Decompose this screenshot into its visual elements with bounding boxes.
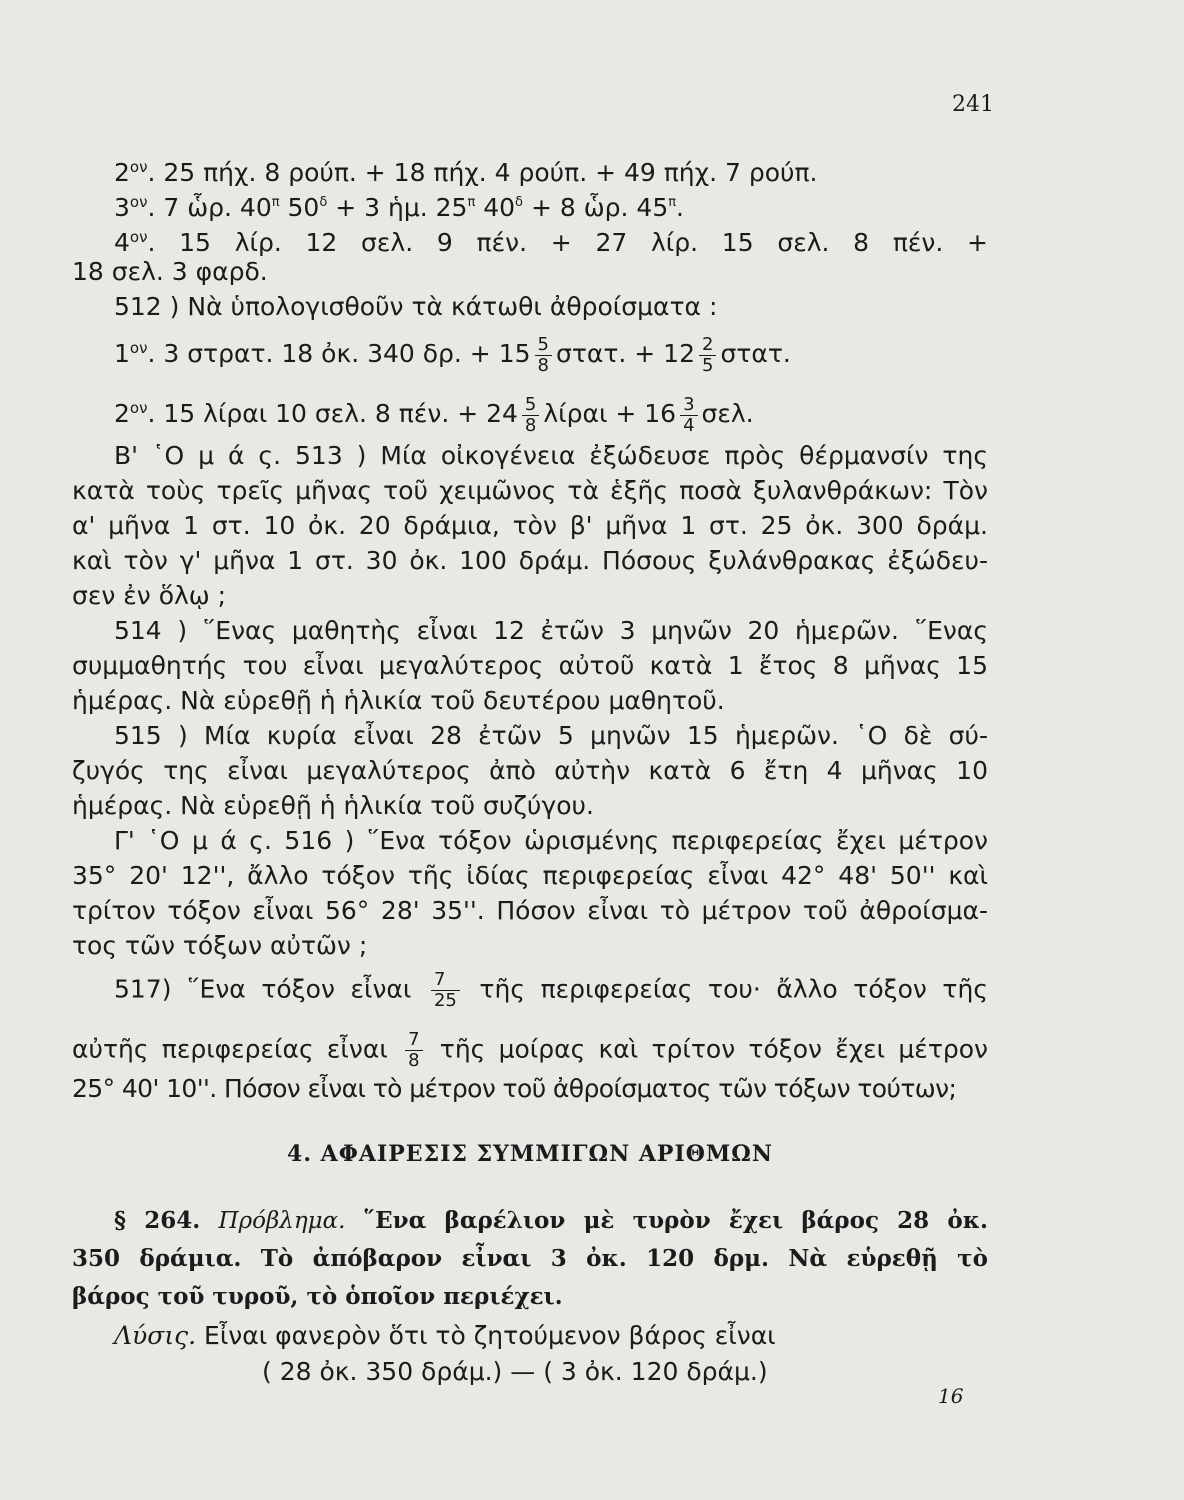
paragraph-line: ἡμέρας. Νὰ εὑρεθῇ ἡ ἡλικία τοῦ συζύγου.: [72, 791, 594, 820]
exercise-514: 514 ) ῞Ενας μαθητὴς εἶναι 12 ἐτῶν 3 μηνῶν 20 ἡμερῶν. ῞Ενας: [114, 616, 988, 645]
fraction: $\frac{7}{8}$: [405, 1030, 422, 1071]
exercise-515: 515 ) Μία κυρία εἶναι 28 ἐτῶν 5 μηνῶν 15 ἡμερῶν. ῾Ο δὲ σύ-: [114, 721, 988, 750]
fraction: $\frac{2}{5}$: [699, 335, 716, 376]
paragraph-line: α' μῆνα 1 στ. 10 ὀκ. 20 δράμια, τὸν β' μῆνα 1 στ. 25 ὀκ. 300 δράμ.: [72, 511, 988, 540]
exercise-517: 517) ῞Ενα τόξον εἶναι $\frac{7}{25}$ τῆς περιφερείας του· ἄλλο τόξον τῆς: [114, 969, 988, 1011]
page-number: 241: [952, 92, 994, 117]
line-2ov-pounds: $2^{o\nu}$. 15 λίραι 10 σελ. 8 πέν. + 24 $\frac{5}{8}$ λίραι + 16 $\frac{3}{4}$ σελ.: [114, 393, 754, 436]
paragraph-line: καὶ τὸν γ' μῆνα 1 στ. 30 ὀκ. 100 δράμ. Πόσους ξυλάνθρακας ἐξώδευ-: [72, 546, 988, 575]
problem-264: § 264. Πρόβλημα. ῞Ενα βαρέλιον μὲ τυρὸν ἔχει βάρος 28 ὀκ.: [114, 1207, 989, 1234]
line-4ov-pounds: $4^{o\nu}$. 15 λίρ. 12 σελ. 9 πέν. + 27 λίρ. 15 σελ. 8 πέν. +: [114, 228, 988, 257]
line-1ov-stratum: $1^{o\nu}$. 3 στρατ. 18 ὀκ. 340 δρ. + 15 $\frac{5}{8}$ στατ. + 12 $\frac{2}{5}$ στατ.: [114, 333, 791, 376]
section-heading: 4. ΑΦΑΙΡΕΣΙΣ ΣΥΜΜΙΓΩΝ ΑΡΙΘΜΩΝ: [287, 1141, 773, 1167]
solution-expression: ( 28 ὀκ. 350 δράμ.) — ( 3 ὀκ. 120 δράμ.): [262, 1357, 768, 1386]
solution-line: Λύσις. Εἶναι φανερὸν ὅτι τὸ ζητούμενον βάρος εἶναι: [114, 1321, 776, 1350]
paragraph-line: συμμαθητής του εἶναι μεγαλύτερος αὐτοῦ κατὰ 1 ἔτος 8 μῆνας 15: [72, 651, 988, 680]
problem-line: 350 δράμια. Τὸ ἀπόβαρον εἶναι 3 ὀκ. 120 δρμ. Νὰ εὑρεθῇ τὸ: [72, 1245, 988, 1272]
line-2ov-cubits: $2^{o\nu}$. 25 πήχ. 8 ρούπ. + 18 πήχ. 4 ρούπ. + 49 πήχ. 7 ρούπ.: [114, 158, 818, 187]
paragraph-line: 35° 20' 12'', ἄλλο τόξον τῆς ἰδίας περιφερείας εἶναι 42° 48' 50'' καὶ: [72, 861, 988, 890]
paragraph-line: σεν ἐν ὅλῳ ;: [72, 581, 227, 610]
fraction: $\frac{5}{8}$: [535, 335, 552, 376]
signature-mark: 16: [938, 1384, 964, 1408]
line-4ov-cont: 18 σελ. 3 φαρδ.: [72, 257, 268, 286]
paragraph-line: τος τῶν τόξων αὐτῶν ;: [72, 931, 368, 960]
paragraph-line: ἡμέρας. Νὰ εὑρεθῇ ἡ ἡλικία τοῦ δευτέρου μαθητοῦ.: [72, 686, 725, 715]
fraction: $\frac{3}{4}$: [680, 395, 697, 436]
paragraph-line: κατὰ τοὺς τρεῖς μῆνας τοῦ χειμῶνος τὰ ἑξῆς ποσὰ ξυλανθράκων: Τὸν: [72, 476, 988, 505]
paragraph-line: 25° 40' 10''. Πόσον εἶναι τὸ μέτρον τοῦ ἀθροίσματος τῶν τόξων τούτων;: [72, 1074, 957, 1103]
paragraph-line: αὐτῆς περιφερείας εἶναι $\frac{7}{8}$ τῆς μοίρας καὶ τρίτον τόξον ἔχει μέτρον: [72, 1029, 988, 1071]
exercise-512: 512 ) Νὰ ὑπολογισθοῦν τὰ κάτωθι ἀθροίσματα :: [114, 292, 718, 321]
exercise-513: Β' ῾Ο μ ά ς. 513 ) Μία οἰκογένεια ἐξώδευσε πρὸς θέρμανσίν της: [114, 441, 988, 470]
problem-line: βάρος τοῦ τυροῦ, τὸ ὁποῖον περιέχει.: [72, 1283, 563, 1310]
paragraph-line: τρίτον τόξον εἶναι 56° 28' 35''. Πόσον εἶναι τὸ μέτρον τοῦ ἀθροίσμα-: [72, 896, 988, 925]
exercise-516: Γ' ῾Ο μ ά ς. 516 ) ῞Ενα τόξον ὡρισμένης περιφερείας ἔχει μέτρον: [114, 826, 988, 855]
fraction: $\frac{7}{25}$: [431, 970, 460, 1011]
paragraph-line: ζυγός της εἶναι μεγαλύτερος ἀπὸ αὐτὴν κατὰ 6 ἔτη 4 μῆνας 10: [72, 756, 988, 785]
line-3ov-hours: $3^{o\nu}$. 7 ὧρ. $40^\pi$ $50^\delta + 3$ ἡμ. $25^\pi$ $40^\delta + 8$ ὧρ. $45^\pi$.: [114, 193, 684, 222]
fraction: $\frac{5}{8}$: [522, 395, 539, 436]
